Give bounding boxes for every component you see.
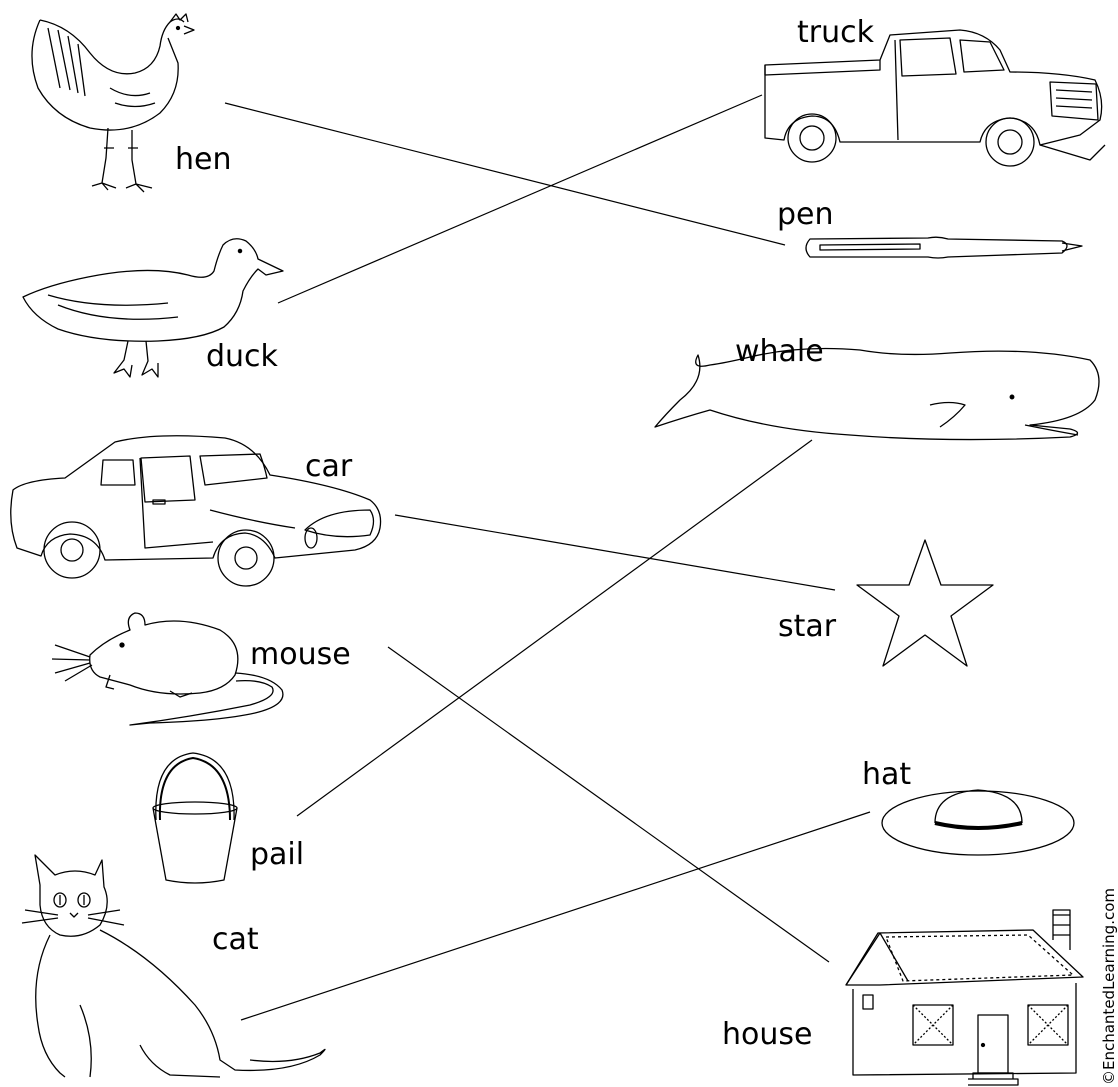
- word-pen: pen: [777, 197, 834, 232]
- word-truck: truck: [797, 15, 874, 50]
- hat-picture: [880, 785, 1080, 860]
- match-line-car-star: [395, 515, 835, 590]
- word-whale: whale: [735, 334, 824, 369]
- word-house: house: [722, 1017, 813, 1052]
- word-duck: duck: [206, 339, 278, 374]
- word-cat: cat: [212, 922, 259, 957]
- match-line-hen-pen: [225, 103, 785, 245]
- word-hat: hat: [862, 757, 912, 792]
- word-mouse: mouse: [250, 637, 351, 672]
- pen-picture: [800, 233, 1085, 263]
- house-picture: [838, 905, 1098, 1085]
- word-hen: hen: [175, 142, 232, 177]
- word-car: car: [305, 449, 353, 484]
- word-star: star: [778, 609, 837, 644]
- credit-text: ©EnchantedLearning.com: [1100, 888, 1118, 1085]
- cat-picture: [20, 855, 340, 1080]
- star-picture: [855, 538, 995, 668]
- hen-picture: [20, 8, 200, 198]
- whale-picture: [650, 345, 1110, 445]
- match-line-duck-truck: [278, 95, 762, 303]
- word-pail: pail: [250, 837, 305, 872]
- match-line-mouse-house: [388, 647, 829, 962]
